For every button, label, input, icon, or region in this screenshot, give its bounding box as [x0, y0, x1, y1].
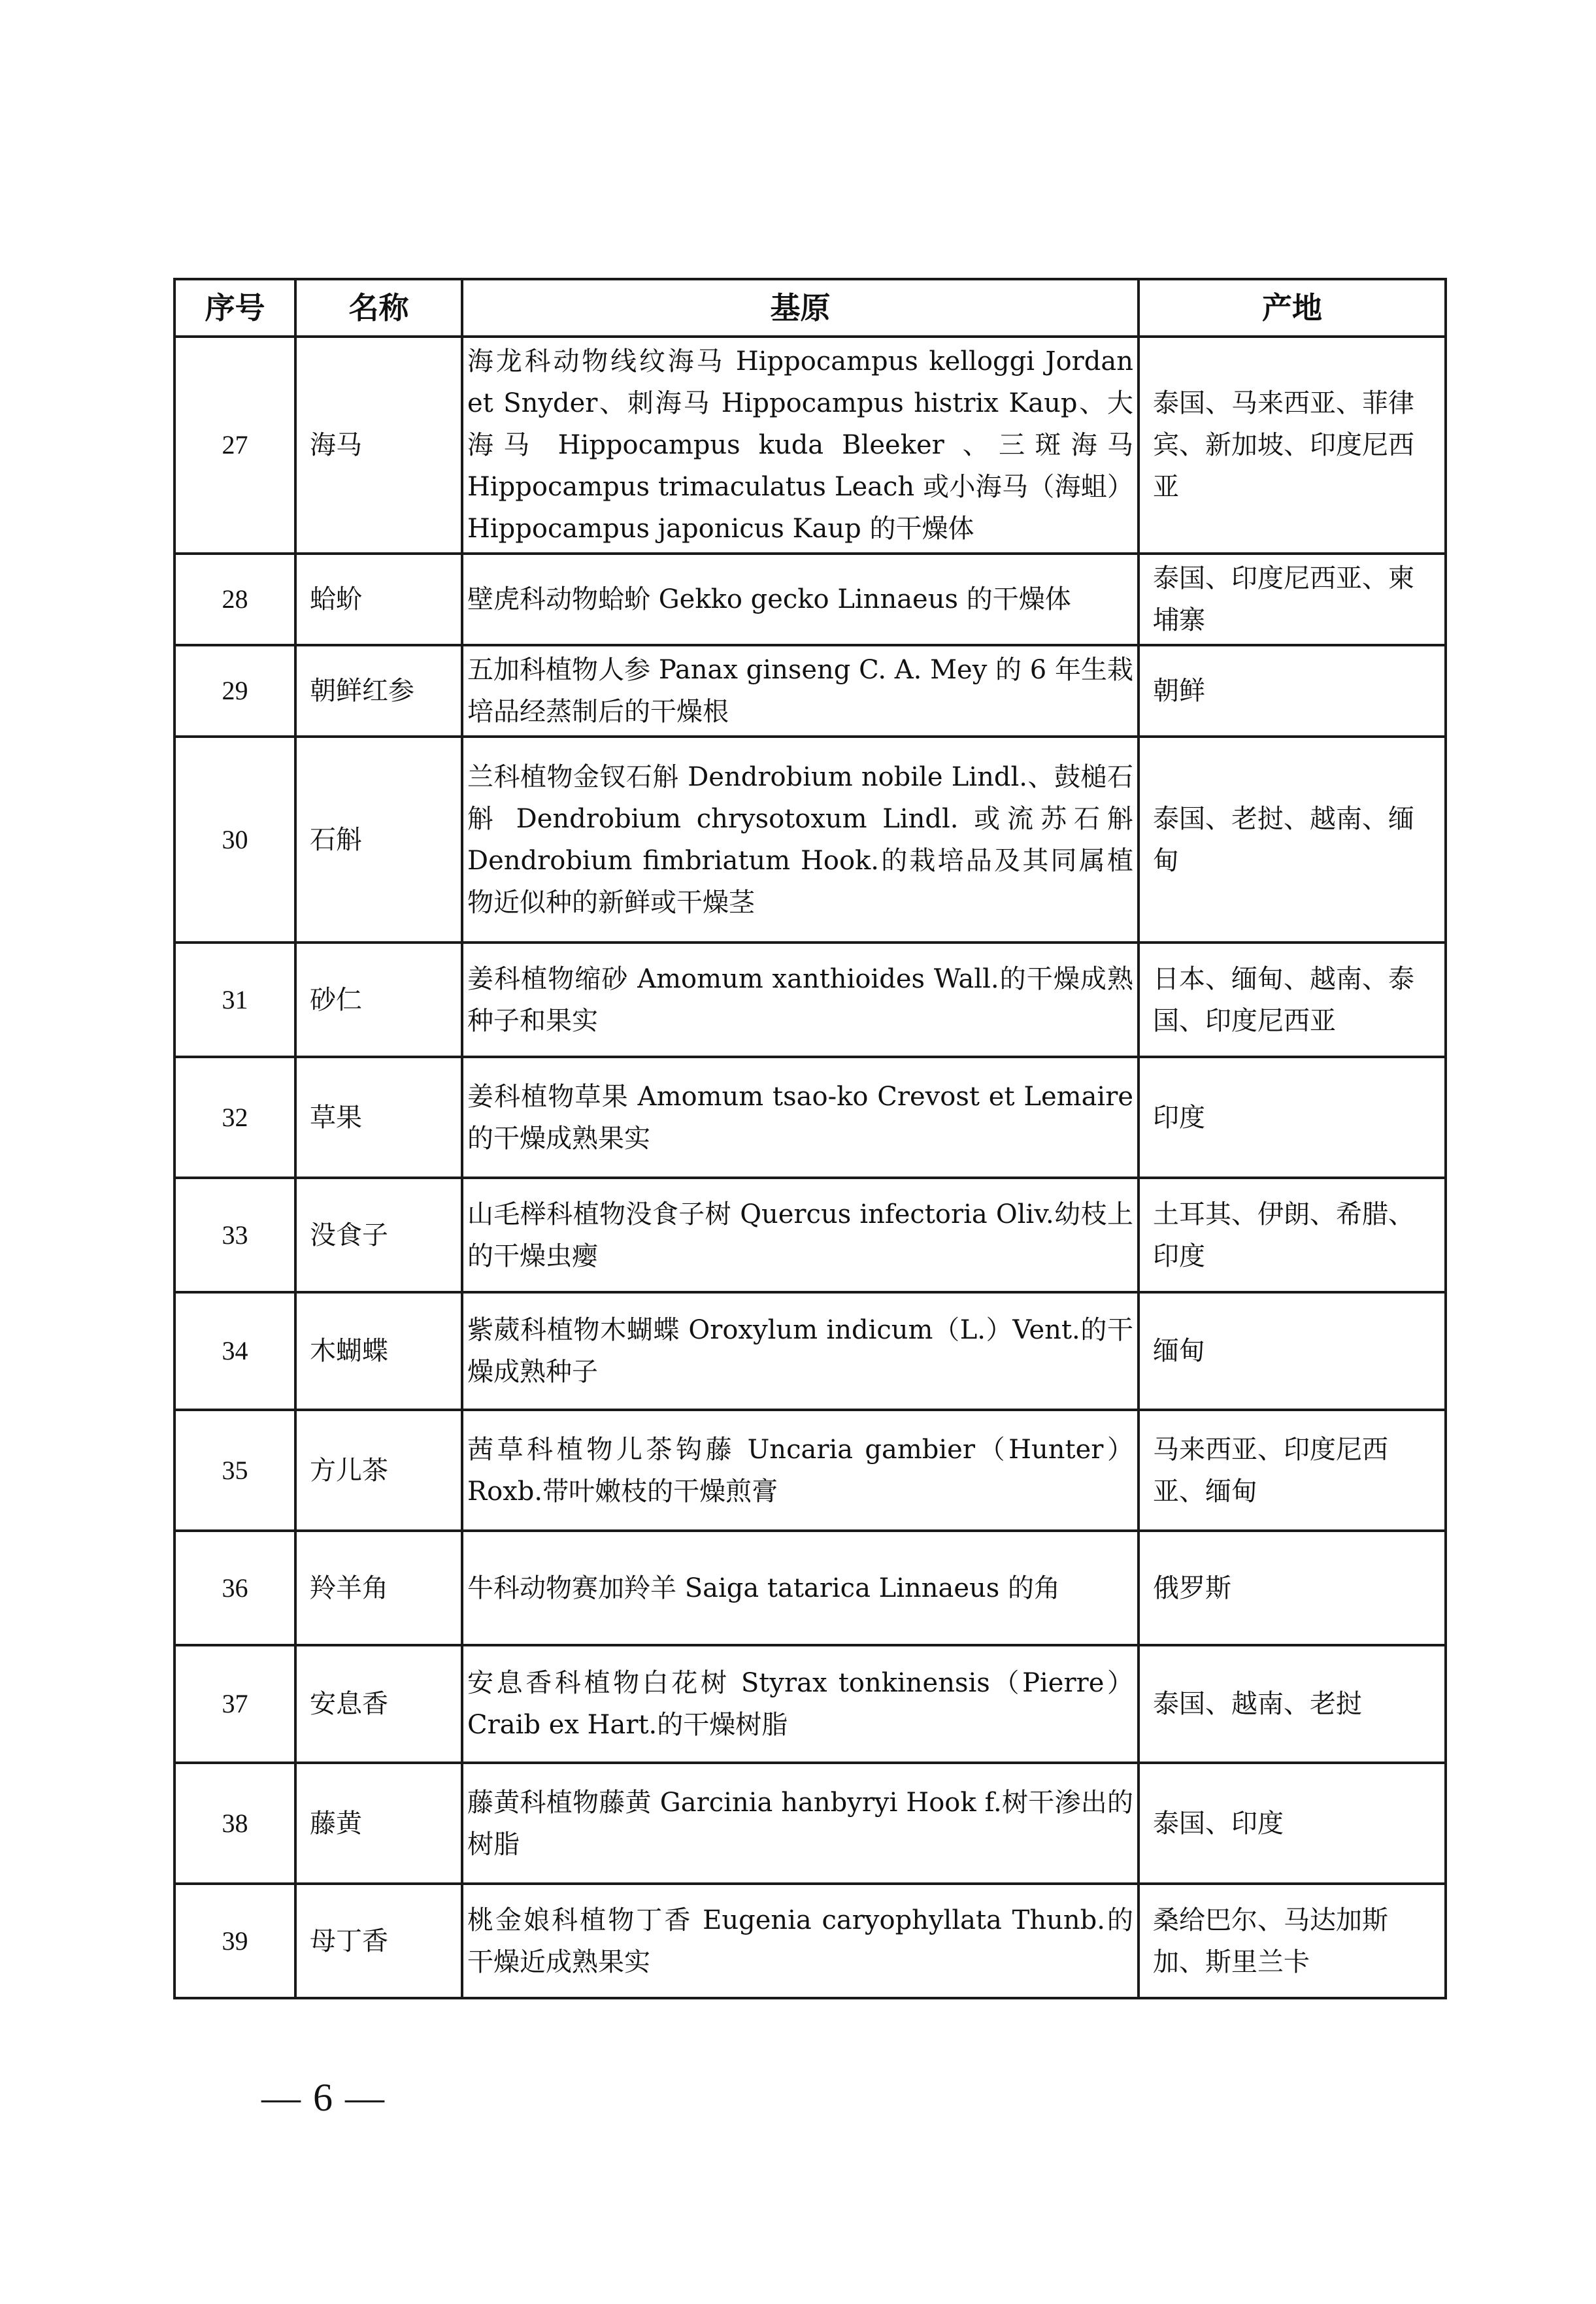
row-place: 缅甸 [1139, 1292, 1446, 1410]
row-place: 泰国、老挝、越南、缅甸 [1139, 737, 1446, 943]
row-name: 石斛 [295, 737, 462, 943]
row-place: 泰国、印度尼西亚、柬埔寨 [1139, 554, 1446, 645]
row-place: 俄罗斯 [1139, 1531, 1446, 1645]
row-origin: 姜科植物草果 Amomum tsao-ko Crevost et Lemaire 的干燥成熟果实 [462, 1057, 1139, 1178]
row-number: 35 [175, 1410, 295, 1531]
row-number: 38 [175, 1763, 295, 1884]
page-number: — 6 — [261, 2076, 386, 2119]
table-header-row [175, 279, 1446, 337]
row-origin: 海龙科动物线纹海马 Hippocampus kelloggi Jordan et Snyder、刺海马 Hippocampus histrix Kaup、大海马 Hippocampus kuda Bleeker 、三斑海马 Hippocampus trimaculatus Leach 或小海马（海蛆）Hippocampus japonicus Kaup 的干燥体 [462, 337, 1139, 554]
row-place: 土耳其、伊朗、希腊、印度 [1139, 1178, 1446, 1292]
row-name: 藤黄 [295, 1763, 462, 1884]
row-place: 印度 [1139, 1057, 1446, 1178]
table-row [175, 554, 1446, 645]
table-row [175, 645, 1446, 737]
row-name: 朝鲜红参 [295, 645, 462, 737]
row-place: 泰国、越南、老挝 [1139, 1645, 1446, 1763]
header-place: 产地 [1139, 279, 1446, 337]
row-number: 34 [175, 1292, 295, 1410]
row-number: 32 [175, 1057, 295, 1178]
header-origin: 基原 [462, 279, 1139, 337]
row-place: 泰国、印度 [1139, 1763, 1446, 1884]
row-origin: 牛科动物赛加羚羊 Saiga tatarica Linnaeus 的角 [462, 1531, 1139, 1645]
table-row [175, 337, 1446, 554]
table-row [175, 1292, 1446, 1410]
row-origin: 安息香科植物白花树 Styrax tonkinensis（Pierre）Craib ex Hart.的干燥树脂 [462, 1645, 1139, 1763]
table-row [175, 737, 1446, 943]
row-origin: 姜科植物缩砂 Amomum xanthioides Wall.的干燥成熟种子和果实 [462, 943, 1139, 1057]
row-number: 30 [175, 737, 295, 943]
row-place: 马来西亚、印度尼西亚、缅甸 [1139, 1410, 1446, 1531]
table-row [175, 1763, 1446, 1884]
row-number: 31 [175, 943, 295, 1057]
table-row [175, 1178, 1446, 1292]
row-origin: 兰科植物金钗石斛 Dendrobium nobile Lindl.、鼓槌石斛 Dendrobium chrysotoxum Lindl. 或流苏石斛 Dendrobium fimbriatum Hook.的栽培品及其同属植物近似种的新鲜或干燥茎 [462, 737, 1139, 943]
row-name: 海马 [295, 337, 462, 554]
row-origin: 山毛榉科植物没食子树 Quercus infectoria Oliv.幼枝上的干燥虫瘿 [462, 1178, 1139, 1292]
row-number: 33 [175, 1178, 295, 1292]
row-number: 39 [175, 1884, 295, 1998]
row-origin: 桃金娘科植物丁香 Eugenia caryophyllata Thunb.的干燥近成熟果实 [462, 1884, 1139, 1998]
row-number: 27 [175, 337, 295, 554]
table-body [175, 337, 1446, 1998]
row-number: 28 [175, 554, 295, 645]
row-number: 29 [175, 645, 295, 737]
table-row [175, 943, 1446, 1057]
row-origin: 壁虎科动物蛤蚧 Gekko gecko Linnaeus 的干燥体 [462, 554, 1139, 645]
row-name: 草果 [295, 1057, 462, 1178]
row-origin: 五加科植物人参 Panax ginseng C. A. Mey 的 6 年生栽培品经蒸制后的干燥根 [462, 645, 1139, 737]
row-origin: 藤黄科植物藤黄 Garcinia hanbyryi Hook f.树干渗出的树脂 [462, 1763, 1139, 1884]
table-row [175, 1884, 1446, 1998]
table-row [175, 1057, 1446, 1178]
row-name: 母丁香 [295, 1884, 462, 1998]
row-name: 蛤蚧 [295, 554, 462, 645]
row-name: 没食子 [295, 1178, 462, 1292]
row-origin: 茜草科植物儿茶钩藤 Uncaria gambier（Hunter）Roxb.带叶嫩枝的干燥煎膏 [462, 1410, 1139, 1531]
header-name: 名称 [295, 279, 462, 337]
row-place: 泰国、马来西亚、菲律宾、新加坡、印度尼西亚 [1139, 337, 1446, 554]
row-name: 安息香 [295, 1645, 462, 1763]
table-row [175, 1531, 1446, 1645]
row-name: 砂仁 [295, 943, 462, 1057]
table-row [175, 1410, 1446, 1531]
herb-table [173, 278, 1447, 1999]
row-name: 羚羊角 [295, 1531, 462, 1645]
row-place: 日本、缅甸、越南、泰国、印度尼西亚 [1139, 943, 1446, 1057]
row-name: 木蝴蝶 [295, 1292, 462, 1410]
row-place: 朝鲜 [1139, 645, 1446, 737]
row-number: 36 [175, 1531, 295, 1645]
row-number: 37 [175, 1645, 295, 1763]
row-place: 桑给巴尔、马达加斯加、斯里兰卡 [1139, 1884, 1446, 1998]
row-name: 方儿茶 [295, 1410, 462, 1531]
table-row [175, 1645, 1446, 1763]
header-no: 序号 [175, 279, 295, 337]
row-origin: 紫葳科植物木蝴蝶 Oroxylum indicum（L.）Vent.的干燥成熟种子 [462, 1292, 1139, 1410]
